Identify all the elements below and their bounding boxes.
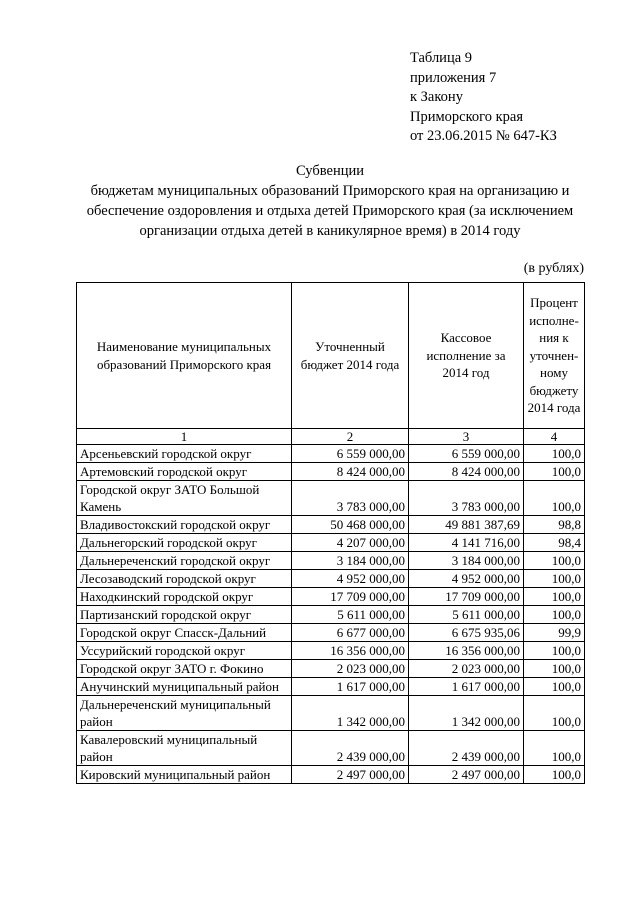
- row-budget-cell: 2 497 000,00: [292, 766, 409, 784]
- row-budget-cell: 16 356 000,00: [292, 642, 409, 660]
- attachment-date-number: от 23.06.2015 № 647-КЗ: [410, 128, 557, 144]
- column-number: 3: [409, 429, 524, 445]
- units-note: (в рублях): [523, 261, 584, 276]
- attachment-appendix: приложения 7: [410, 69, 497, 86]
- row-execution-cell: 4 141 716,00: [409, 534, 524, 552]
- row-execution-cell: 2 497 000,00: [409, 766, 524, 784]
- row-execution-cell: 3 184 000,00: [409, 552, 524, 570]
- row-percent-cell: 98,8: [524, 516, 585, 534]
- row-percent-cell: 100,0: [524, 463, 585, 481]
- table-row: [77, 463, 585, 481]
- column-number-row: [77, 429, 585, 445]
- row-execution-cell: 49 881 387,69: [409, 516, 524, 534]
- row-name-cell: Городской округ ЗАТО Большой Камень: [77, 481, 292, 516]
- table-row: [77, 606, 585, 624]
- header-budget: Уточненный бюджет 2014 года: [292, 283, 409, 429]
- row-execution-cell: 1 342 000,00: [409, 696, 524, 731]
- row-percent-cell: 100,0: [524, 766, 585, 784]
- row-percent-cell: 99,9: [524, 624, 585, 642]
- row-percent-cell: 100,0: [524, 660, 585, 678]
- attachment-law: к Закону: [410, 89, 463, 105]
- row-budget-cell: 17 709 000,00: [292, 588, 409, 606]
- table-row: [77, 552, 585, 570]
- row-name-cell: Партизанский городской округ: [77, 606, 292, 624]
- table-row: [77, 696, 585, 731]
- subventions-table: [76, 282, 585, 784]
- table-row: [77, 731, 585, 766]
- attachment-table-number: Таблица 9: [410, 50, 473, 66]
- header-name: Наименование муниципальных образований Приморского края: [77, 283, 292, 429]
- table-row: [77, 624, 585, 642]
- row-budget-cell: 4 207 000,00: [292, 534, 409, 552]
- row-budget-cell: 8 424 000,00: [292, 463, 409, 481]
- row-name-cell: Анучинский муниципальный район: [77, 678, 292, 696]
- column-number: 1: [77, 429, 292, 445]
- attachment-region: Приморского края: [410, 108, 524, 125]
- table-row: [77, 766, 585, 784]
- row-budget-cell: 3 184 000,00: [292, 552, 409, 570]
- table-row: [77, 481, 585, 516]
- table-row: [77, 660, 585, 678]
- column-number: 4: [524, 429, 585, 445]
- row-name-cell: Находкинский городской округ: [77, 588, 292, 606]
- document-heading: [60, 161, 600, 241]
- row-name-cell: Дальнереченский муниципальный район: [77, 696, 292, 731]
- row-name-cell: Кировский муниципальный район: [77, 766, 292, 784]
- row-budget-cell: 1 617 000,00: [292, 678, 409, 696]
- row-percent-cell: 100,0: [524, 481, 585, 516]
- document-title: Субвенции: [296, 163, 364, 179]
- table-row: [77, 534, 585, 552]
- row-execution-cell: 1 617 000,00: [409, 678, 524, 696]
- row-budget-cell: 4 952 000,00: [292, 570, 409, 588]
- table-row: [77, 642, 585, 660]
- row-name-cell: Уссурийский городской округ: [77, 642, 292, 660]
- row-percent-cell: 100,0: [524, 731, 585, 766]
- row-execution-cell: 16 356 000,00: [409, 642, 524, 660]
- row-execution-cell: 6 559 000,00: [409, 445, 524, 463]
- row-execution-cell: 4 952 000,00: [409, 570, 524, 588]
- row-budget-cell: 1 342 000,00: [292, 696, 409, 731]
- row-percent-cell: 100,0: [524, 570, 585, 588]
- row-execution-cell: 3 783 000,00: [409, 481, 524, 516]
- row-name-cell: Артемовский городской округ: [77, 463, 292, 481]
- row-percent-cell: 100,0: [524, 552, 585, 570]
- row-budget-cell: 5 611 000,00: [292, 606, 409, 624]
- header-execution: Кассовое исполнение за 2014 год: [409, 283, 524, 429]
- row-budget-cell: 2 439 000,00: [292, 731, 409, 766]
- row-execution-cell: 5 611 000,00: [409, 606, 524, 624]
- table-row: [77, 445, 585, 463]
- row-execution-cell: 17 709 000,00: [409, 588, 524, 606]
- table-header-row: [77, 283, 585, 429]
- row-budget-cell: 6 559 000,00: [292, 445, 409, 463]
- row-name-cell: Кавалеровский муниципальный район: [77, 731, 292, 766]
- row-name-cell: Дальнереченский городской округ: [77, 552, 292, 570]
- row-percent-cell: 100,0: [524, 588, 585, 606]
- header-percent: Процент исполне-ния к уточнен-ному бюджету 2014 года: [524, 283, 585, 429]
- row-name-cell: Лесозаводский городской округ: [77, 570, 292, 588]
- column-number: 2: [292, 429, 409, 445]
- table-row: [77, 678, 585, 696]
- row-name-cell: Городской округ ЗАТО г. Фокино: [77, 660, 292, 678]
- row-percent-cell: 100,0: [524, 642, 585, 660]
- row-name-cell: Арсеньевский городской округ: [77, 445, 292, 463]
- row-percent-cell: 100,0: [524, 445, 585, 463]
- row-name-cell: Городской округ Спасск-Дальний: [77, 624, 292, 642]
- row-name-cell: Владивостокский городской округ: [77, 516, 292, 534]
- row-execution-cell: 2 023 000,00: [409, 660, 524, 678]
- row-percent-cell: 98,4: [524, 534, 585, 552]
- row-execution-cell: 2 439 000,00: [409, 731, 524, 766]
- table-row: [77, 516, 585, 534]
- row-percent-cell: 100,0: [524, 696, 585, 731]
- row-execution-cell: 8 424 000,00: [409, 463, 524, 481]
- attachment-reference: [410, 49, 557, 147]
- row-percent-cell: 100,0: [524, 678, 585, 696]
- document-subtitle: бюджетам муниципальных образований Приморского края на организацию и обеспечение оздоровления и отдыха детей Приморского края (за исключением организации отдыха детей в каникулярное время) в 2014 году: [86, 183, 574, 239]
- row-budget-cell: 2 023 000,00: [292, 660, 409, 678]
- table-row: [77, 570, 585, 588]
- row-budget-cell: 50 468 000,00: [292, 516, 409, 534]
- row-budget-cell: 6 677 000,00: [292, 624, 409, 642]
- row-percent-cell: 100,0: [524, 606, 585, 624]
- row-budget-cell: 3 783 000,00: [292, 481, 409, 516]
- row-execution-cell: 6 675 935,06: [409, 624, 524, 642]
- table-row: [77, 588, 585, 606]
- row-name-cell: Дальнегорский городской округ: [77, 534, 292, 552]
